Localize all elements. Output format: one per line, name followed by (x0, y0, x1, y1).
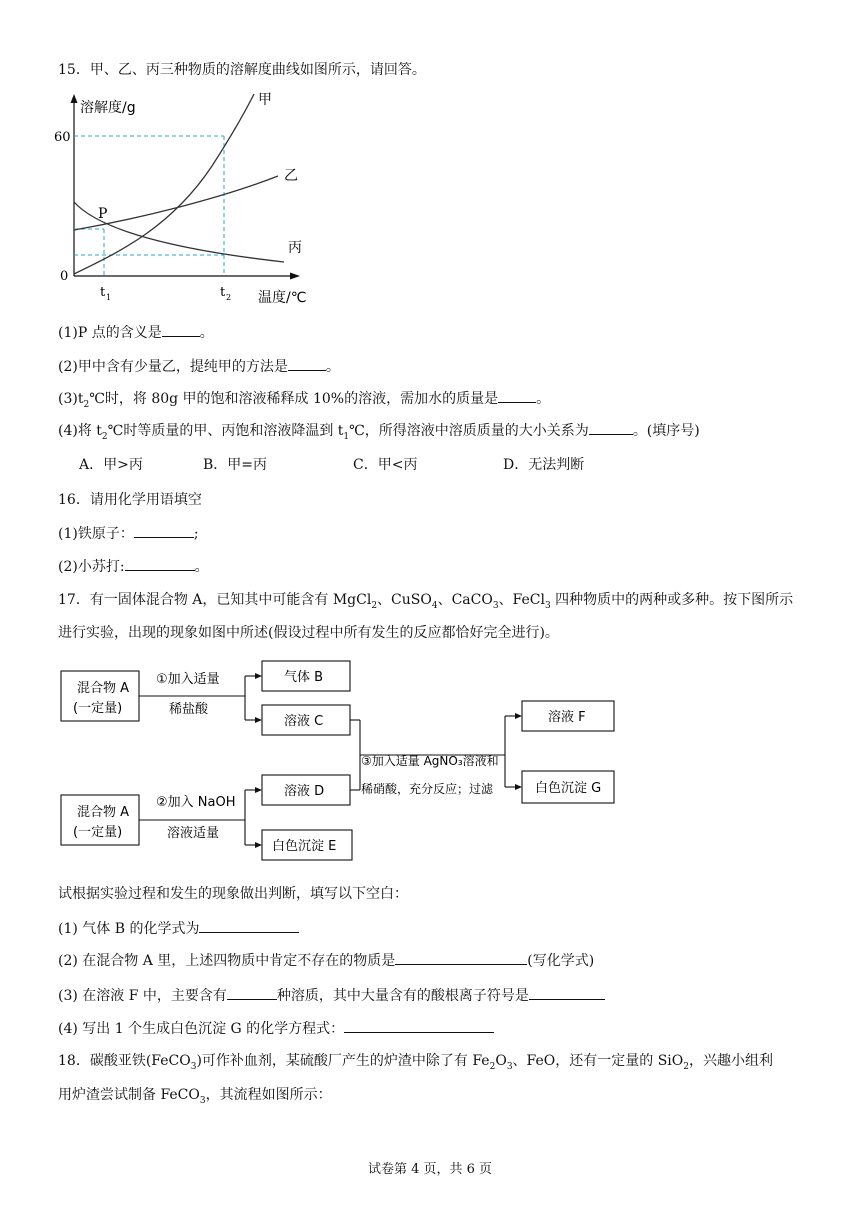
curve-yi-label: 乙 (284, 168, 298, 184)
q17-flow-diagram (55, 655, 625, 865)
q18-l1-s3: 3 (506, 1061, 513, 1072)
point-p-label: P (98, 206, 108, 222)
q17-sub4-blank[interactable] (344, 1018, 494, 1033)
q15-sub4-sub1: 2 (101, 431, 108, 442)
x-axis-arrow (290, 273, 300, 280)
q17-sub3-mid: 种溶质，其中大量含有的酸根离子符号是 (276, 988, 529, 1004)
q17-sub4 (58, 1018, 494, 1039)
q17-sub1 (58, 918, 299, 939)
q18-line1 (58, 1051, 773, 1071)
q17-stem-line2: 进行实验，出现的现象如图中所述(假设过程中所有发生的反应都恰好完全进行)。 (58, 625, 559, 641)
q16-sub1-text: (1)铁原子： (58, 526, 134, 542)
white-precipitate-e-label: 白色沉淀 E (272, 839, 337, 854)
curve-jia-label: 甲 (258, 92, 272, 108)
q16-stem: 16．请用化学用语填空 (58, 492, 202, 508)
q17-sub2-end: (写化学式) (527, 953, 595, 969)
q15-sub1-blank[interactable] (162, 322, 200, 337)
q15-stem: 15．甲、乙、丙三种物质的溶解度曲线如图所示，请回答。 (58, 62, 426, 78)
tick-t1-sub: 1 (106, 293, 112, 302)
step2-label-b: 溶液适量 (167, 826, 220, 841)
step1-label-b: 稀盐酸 (169, 702, 209, 717)
q15-sub4-end: 。(填序号) (632, 423, 700, 439)
solubility-chart (52, 86, 332, 308)
q15-sub3 (58, 388, 550, 409)
q15-sub2 (58, 356, 340, 377)
q15-sub2-blank[interactable] (288, 356, 326, 371)
q15-sub4-a: (4)将 t (58, 423, 102, 439)
tick-t1: t (100, 285, 106, 300)
q18-l1-s2: 2 (489, 1061, 496, 1072)
q15-sub4-blank[interactable] (589, 420, 633, 435)
y-axis-label: 溶解度/g (80, 100, 136, 116)
q18-l1-a: 18．碳酸亚铁(FeCO (58, 1053, 191, 1069)
q17-sub2 (58, 950, 594, 971)
q17-stem-b: 、CuSO (377, 592, 432, 608)
mixture-a-top-amount: (一定量) (73, 701, 123, 716)
q15-sub1 (58, 322, 214, 343)
q15-sub2-text: (2)甲中含有少量乙，提纯甲的方法是 (58, 359, 288, 375)
q17-s4: 3 (545, 600, 551, 611)
q18-l1-e: ，兴趣小组利 (689, 1053, 773, 1069)
page-footer: 试卷第 4 页，共 6 页 (367, 1162, 493, 1177)
q16-sub2-end: 。 (194, 559, 209, 575)
q18-l1-s4: 2 (683, 1061, 689, 1072)
tick-60: 60 (54, 130, 71, 145)
q18-l2-a: 用炉渣尝试制备 FeCO (58, 1087, 200, 1103)
q17-sub4-text: (4) 写出 1 个生成白色沉淀 G 的化学方程式： (58, 1021, 345, 1037)
q17-stem-a: 17．有一固体混合物 A，已知其中可能含有 MgCl (58, 592, 372, 608)
q15-sub3-b: ℃时，将 80g 甲的饱和溶液稀释成 10%的溶液，需加水的质量是 (89, 391, 499, 407)
q17-stem-e: 四种物质中的两种或多种。按下图所示 (550, 592, 794, 608)
q15-sub4 (58, 420, 700, 441)
gas-b-label: 气体 B (284, 670, 324, 685)
q15-option-a[interactable]: A．甲>丙 (79, 457, 143, 473)
step3-label-a: ③加入适量 AgNO₃溶液和 (361, 754, 499, 768)
mixture-a-bottom-amount: (一定量) (73, 825, 123, 840)
q17-judge: 试根据实验过程和发生的现象做出判断，填写以下空白： (58, 886, 408, 902)
q17-sub3 (58, 985, 605, 1006)
q15-sub3-end: 。 (536, 391, 551, 407)
q15-sub2-end: 。 (325, 359, 340, 375)
q15-sub4-c: ℃，所得溶液中溶质质量的大小关系为 (349, 423, 589, 439)
mixture-a-top-label: 混合物 A (77, 681, 130, 696)
q17-sub3-blank1[interactable] (227, 985, 277, 1000)
y-axis-arrow (71, 94, 78, 103)
step3-label-b: 稀硝酸，充分反应；过滤 (361, 782, 494, 796)
solution-c-label: 溶液 C (284, 714, 324, 729)
q17-sub1-text: (1) 气体 B 的化学式为 (58, 921, 200, 937)
q18-l1-d: 、FeO，还有一定量的 SiO (512, 1053, 684, 1069)
q15-sub4-b: ℃时等质量的甲、丙饱和溶液降温到 t (107, 423, 344, 439)
tick-t2: t (220, 285, 226, 300)
white-precipitate-g-label: 白色沉淀 G (535, 781, 602, 796)
curve-jia (74, 94, 254, 274)
tick-0: 0 (60, 269, 69, 284)
q15-sub1-text: (1)P 点的含义是 (58, 325, 162, 341)
q17-sub1-blank[interactable] (199, 918, 299, 933)
q17-s1: 2 (371, 600, 378, 611)
q15-sub3-blank[interactable] (498, 388, 536, 403)
q18-l2-s1: 3 (199, 1095, 206, 1106)
solution-d-label: 溶液 D (284, 784, 325, 799)
q18-line2 (58, 1085, 332, 1105)
q15-sub1-end: 。 (199, 325, 214, 341)
tick-t2-sub: 2 (226, 293, 232, 302)
q16-sub2 (58, 556, 209, 577)
q17-sub2-blank[interactable] (395, 950, 527, 965)
q15-option-d[interactable]: D．无法判断 (503, 457, 585, 473)
q16-sub2-text: (2)小苏打: (58, 559, 125, 575)
q17-s2: 4 (431, 600, 438, 611)
q15-sub4-sub2: 1 (343, 431, 350, 442)
q18-l1-b: )可作补血剂，某硫酸厂产生的炉渣中除了有 Fe (196, 1053, 490, 1069)
q17-s3: 3 (492, 600, 499, 611)
q17-sub3-blank2[interactable] (529, 985, 605, 1000)
q17-stem-d: 、FeCl (498, 592, 545, 608)
q18-l1-s1: 3 (190, 1061, 197, 1072)
q15-sub3-sub: 2 (83, 399, 90, 410)
mixture-a-bottom-label: 混合物 A (77, 805, 130, 820)
curve-bing-label: 丙 (288, 240, 302, 256)
q17-stem-line1 (58, 590, 793, 610)
solution-f-label: 溶液 F (548, 710, 586, 725)
q17-sub2-text: (2) 在混合物 A 里，上述四物质中肯定不存在的物质是 (58, 953, 396, 969)
x-axis-label: 温度/℃ (258, 290, 307, 306)
q18-l2-b: ，其流程如图所示： (205, 1087, 332, 1103)
q16-sub1 (58, 523, 199, 544)
q18-l1-c: O (495, 1053, 507, 1069)
q16-sub1-blank[interactable] (134, 523, 194, 538)
q15-option-c[interactable]: C．甲<丙 (353, 457, 418, 473)
q15-sub3-a: (3)t (58, 391, 84, 407)
step2-label-a: ②加入 NaOH (156, 795, 236, 810)
q16-sub2-blank[interactable] (125, 556, 195, 571)
step1-label-a: ①加入适量 (156, 672, 220, 687)
q15-option-b[interactable]: B．甲=丙 (203, 457, 268, 473)
q17-stem-c: 、CaCO (437, 592, 493, 608)
q17-sub3-text: (3) 在溶液 F 中，主要含有 (58, 988, 227, 1004)
q16-sub1-end: ; (193, 526, 199, 542)
